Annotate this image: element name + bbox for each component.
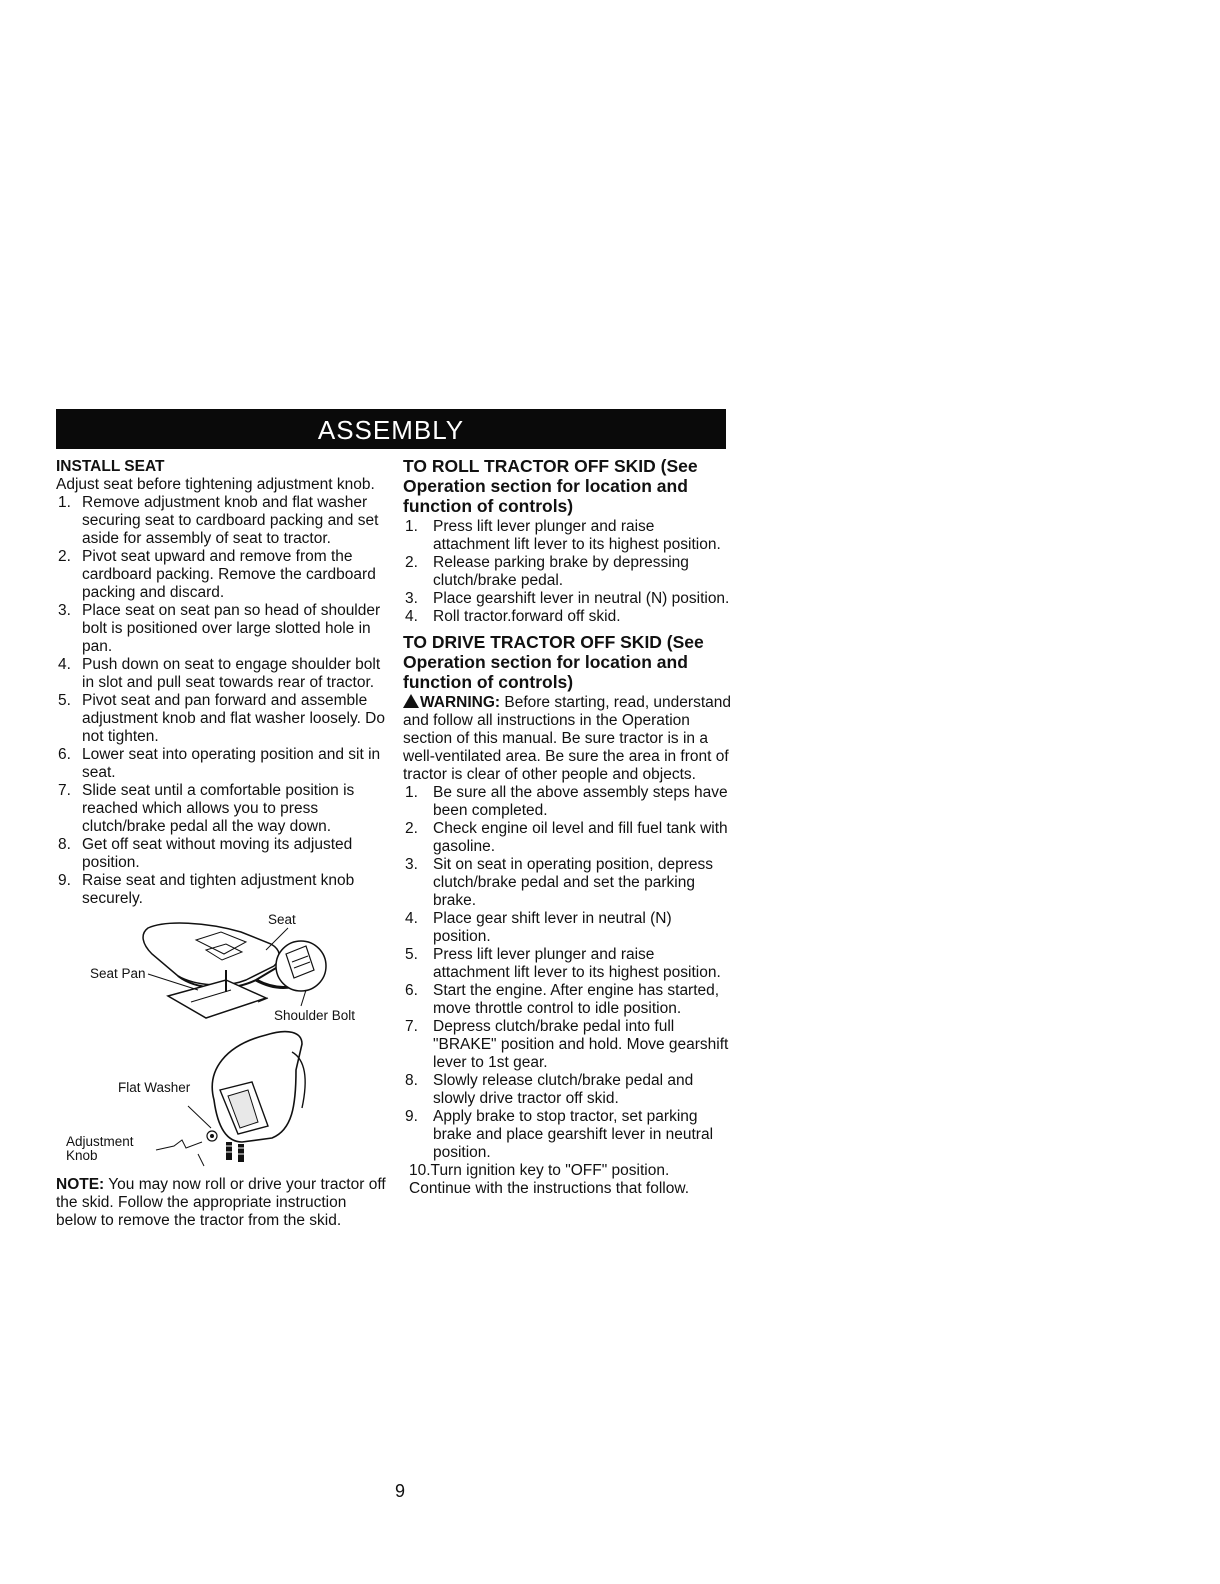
warning-label: WARNING: bbox=[420, 694, 501, 711]
warning-paragraph bbox=[403, 694, 733, 784]
list-item: 8. Get off seat without moving its adjusted position. bbox=[58, 836, 353, 871]
shoulder-bolt-label: Shoulder Bolt bbox=[274, 1008, 356, 1023]
note-paragraph bbox=[56, 1176, 386, 1230]
drive-off-heading: TO DRIVE TRACTOR OFF SKID (See Operation section for location and function of controls) bbox=[403, 632, 704, 692]
list-item: 2. Release parking brake by depressing clutch/brake pedal. bbox=[405, 554, 689, 589]
seat-pan-label: Seat Pan bbox=[90, 966, 146, 981]
seat-diagram-icon bbox=[56, 910, 386, 1170]
warning-triangle-icon bbox=[403, 694, 419, 708]
list-item: 9. Apply brake to stop tractor, set parking brake and place gearshift lever in neutral position. bbox=[405, 1108, 714, 1161]
knob-label: Knob bbox=[66, 1148, 98, 1163]
install-seat-heading: INSTALL SEAT bbox=[56, 458, 165, 475]
list-item: 1. Remove adjustment knob and flat washer securing seat to cardboard packing and set aside for assembly of seat to tractor. bbox=[58, 494, 379, 547]
skid-column bbox=[403, 456, 733, 1198]
warning-text: Before starting, read, understand and follow all instructions in the Operation section of this manual. Be sure tractor is in a well-ventilated area. Be sure the area in front of tractor is clear of other people and objects. bbox=[403, 694, 731, 783]
note-text: You may now roll or drive your tractor off the skid. Follow the appropriate instruction below to remove the tractor from the skid. bbox=[56, 1176, 386, 1229]
adjustment-label: Adjustment bbox=[66, 1134, 134, 1149]
step-10: 10.Turn ignition key to "OFF" position. bbox=[409, 1162, 670, 1179]
install-seat-steps bbox=[56, 494, 386, 908]
install-seat-intro: Adjust seat before tightening adjustment knob. bbox=[56, 476, 375, 493]
list-item: 2. Check engine oil level and fill fuel tank with gasoline. bbox=[405, 820, 728, 855]
roll-off-heading: TO ROLL TRACTOR OFF SKID (See Operation section for location and function of controls) bbox=[403, 456, 698, 516]
seat-label: Seat bbox=[268, 912, 296, 927]
note-label: NOTE: bbox=[56, 1176, 105, 1193]
drive-off-steps bbox=[403, 784, 733, 1162]
list-item: 1. Press lift lever plunger and raise attachment lift lever to its highest position. bbox=[405, 518, 721, 553]
section-banner: ASSEMBLY bbox=[56, 409, 726, 449]
list-item: 4. Place gear shift lever in neutral (N) position. bbox=[405, 910, 672, 945]
install-seat-column bbox=[56, 458, 386, 1230]
page-number: 9 bbox=[395, 1481, 406, 1501]
flat-washer-label: Flat Washer bbox=[118, 1080, 191, 1095]
list-item: 4. Roll tractor.forward off skid. bbox=[405, 608, 621, 625]
list-item: 3. Place seat on seat pan so head of shoulder bolt is positioned over large slotted hole in pan. bbox=[58, 602, 381, 655]
seat-assembly-figure bbox=[56, 910, 386, 1170]
list-item: 5. Press lift lever plunger and raise attachment lift lever to its highest position. bbox=[405, 946, 721, 981]
list-item: 1. Be sure all the above assembly steps have been completed. bbox=[405, 784, 728, 819]
list-item: 5. Pivot seat and pan forward and assemble adjustment knob and flat washer loosely. Do not tighten. bbox=[58, 692, 385, 745]
list-item: 2. Pivot seat upward and remove from the cardboard packing. Remove the cardboard packing and discard. bbox=[58, 548, 376, 601]
list-item: 7. Slide seat until a comfortable position is reached which allows you to press clutch/brake pedal all the way down. bbox=[58, 782, 355, 835]
list-item: 3. Sit on seat in operating position, depress clutch/brake pedal and set the parking brake. bbox=[405, 856, 714, 909]
list-item: 8. Slowly release clutch/brake pedal and slowly drive tractor off skid. bbox=[405, 1072, 694, 1107]
list-item: 3. Place gearshift lever in neutral (N) position. bbox=[405, 590, 730, 607]
list-item: 6. Start the engine. After engine has started, move throttle control to idle position. bbox=[405, 982, 720, 1017]
closing-text: Continue with the instructions that follow. bbox=[409, 1180, 690, 1197]
list-item: 9. Raise seat and tighten adjustment knob securely. bbox=[58, 872, 355, 907]
list-item: 6. Lower seat into operating position and sit in seat. bbox=[58, 746, 381, 781]
roll-off-steps bbox=[403, 518, 733, 626]
list-item: 7. Depress clutch/brake pedal into full "BRAKE" position and hold. Move gearshift lever to 1st gear. bbox=[405, 1018, 729, 1071]
list-item: 4. Push down on seat to engage shoulder bolt in slot and pull seat towards rear of tractor. bbox=[58, 656, 381, 691]
